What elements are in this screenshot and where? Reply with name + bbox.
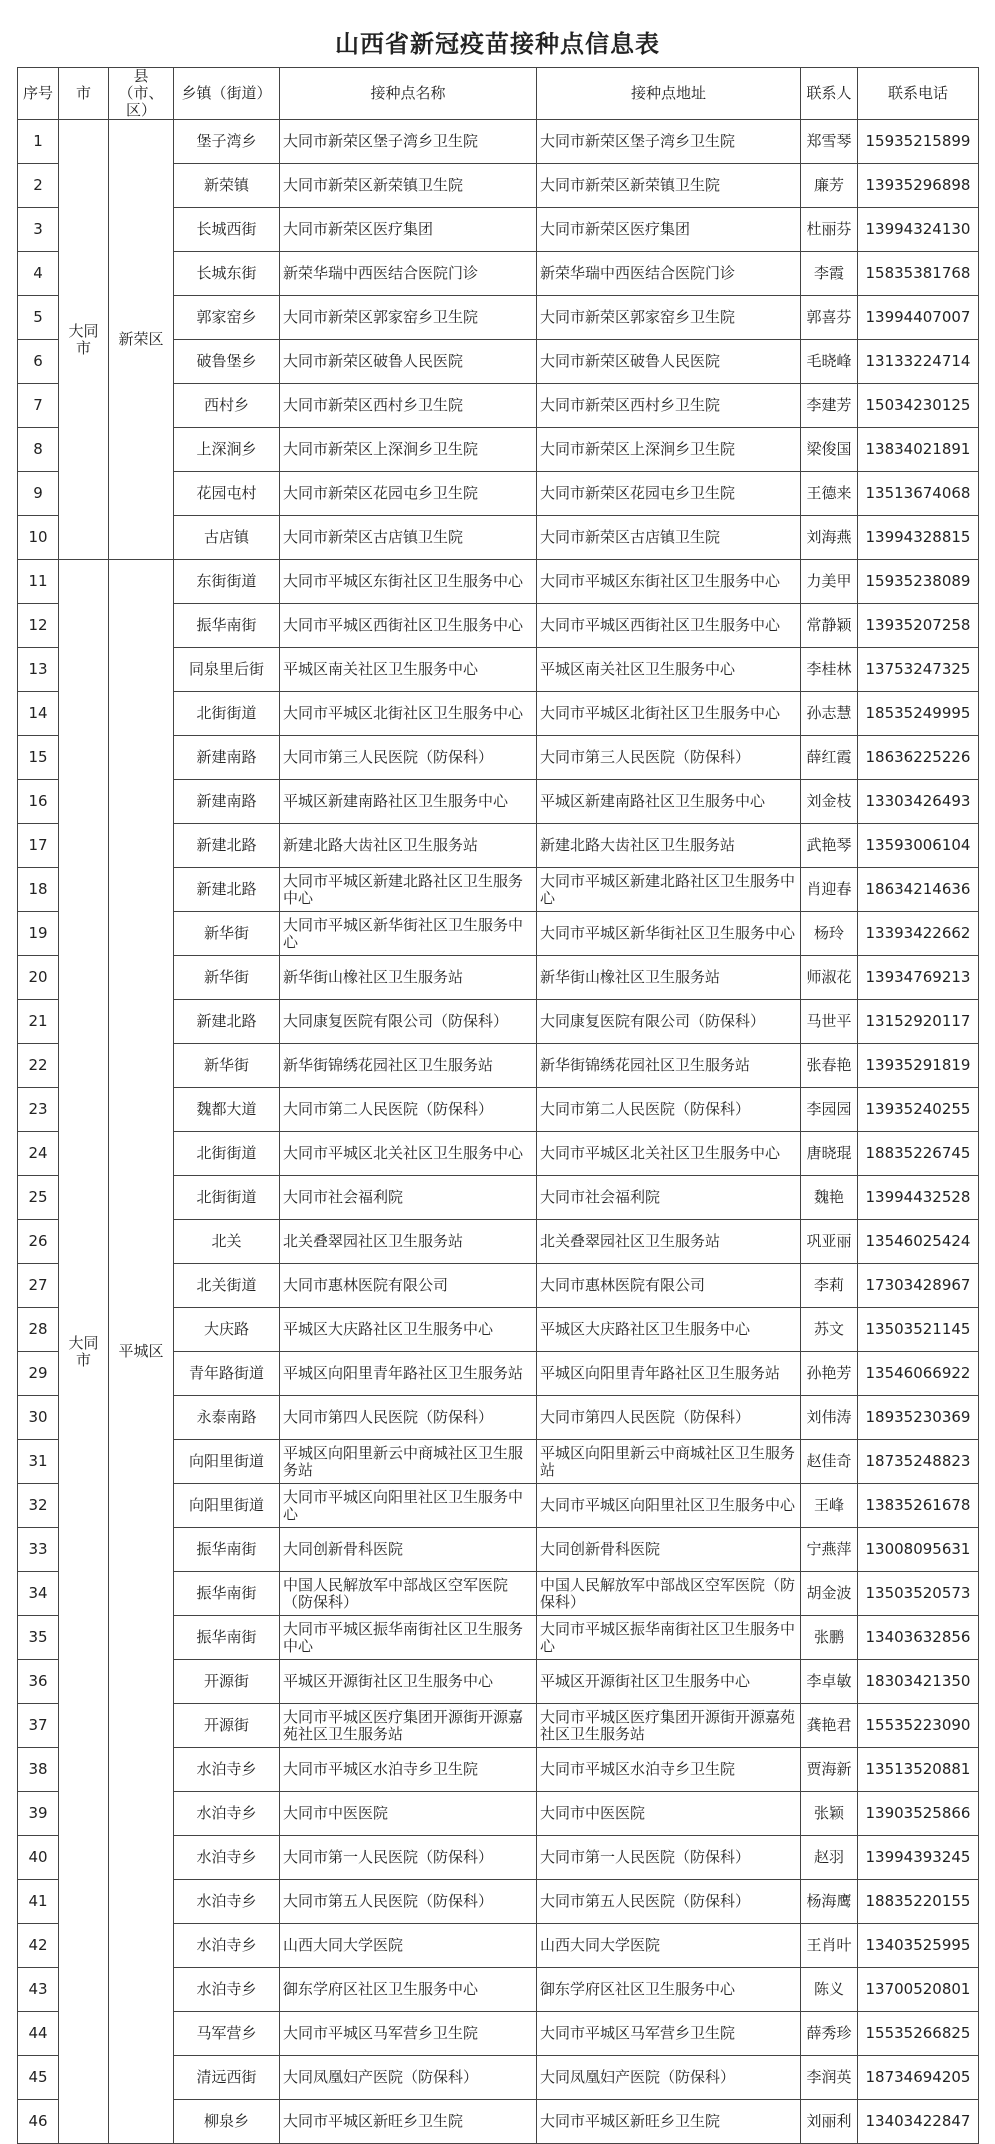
page-title: 山西省新冠疫苗接种点信息表 bbox=[335, 30, 660, 58]
cell-seq: 7 bbox=[18, 384, 59, 428]
cell-site-address: 大同市第三人民医院（防保科） bbox=[537, 736, 801, 780]
cell-site-name: 大同市中医医院 bbox=[280, 1792, 537, 1836]
cell-seq: 44 bbox=[18, 2012, 59, 2056]
cell-phone: 15935215899 bbox=[858, 120, 979, 164]
cell-site-address: 大同市新荣区医疗集团 bbox=[537, 208, 801, 252]
cell-town: 上深涧乡 bbox=[174, 428, 280, 472]
cell-site-address: 大同创新骨科医院 bbox=[537, 1528, 801, 1572]
cell-contact: 李霞 bbox=[801, 252, 858, 296]
header-county: 县（市、区） bbox=[109, 68, 174, 120]
cell-site-name: 大同市新荣区郭家窑乡卫生院 bbox=[280, 296, 537, 340]
cell-contact: 魏艳 bbox=[801, 1176, 858, 1220]
cell-site-name: 大同市平城区医疗集团开源街开源嘉苑社区卫生服务站 bbox=[280, 1704, 537, 1748]
cell-seq: 42 bbox=[18, 1924, 59, 1968]
cell-phone: 13403422847 bbox=[858, 2100, 979, 2144]
cell-contact: 宁燕萍 bbox=[801, 1528, 858, 1572]
cell-site-name: 大同市惠林医院有限公司 bbox=[280, 1264, 537, 1308]
cell-phone: 15535223090 bbox=[858, 1704, 979, 1748]
cell-contact: 赵佳奇 bbox=[801, 1440, 858, 1484]
cell-town: 大庆路 bbox=[174, 1308, 280, 1352]
cell-town: 新华街 bbox=[174, 956, 280, 1000]
cell-site-name: 大同市平城区向阳里社区卫生服务中心 bbox=[280, 1484, 537, 1528]
cell-phone: 13503520573 bbox=[858, 1572, 979, 1616]
cell-town: 破鲁堡乡 bbox=[174, 340, 280, 384]
cell-contact: 赵羽 bbox=[801, 1836, 858, 1880]
cell-site-name: 大同市第二人民医院（防保科） bbox=[280, 1088, 537, 1132]
cell-phone: 13303426493 bbox=[858, 780, 979, 824]
cell-seq: 3 bbox=[18, 208, 59, 252]
cell-seq: 38 bbox=[18, 1748, 59, 1792]
cell-site-address: 大同市平城区北关社区卫生服务中心 bbox=[537, 1132, 801, 1176]
cell-site-address: 大同市新荣区郭家窑乡卫生院 bbox=[537, 296, 801, 340]
cell-contact: 刘丽利 bbox=[801, 2100, 858, 2144]
cell-seq: 34 bbox=[18, 1572, 59, 1616]
cell-phone: 15535266825 bbox=[858, 2012, 979, 2056]
cell-town: 开源街 bbox=[174, 1704, 280, 1748]
cell-contact: 薛秀珍 bbox=[801, 2012, 858, 2056]
cell-seq: 23 bbox=[18, 1088, 59, 1132]
cell-town: 新建南路 bbox=[174, 780, 280, 824]
cell-seq: 28 bbox=[18, 1308, 59, 1352]
cell-site-name: 大同市第一人民医院（防保科） bbox=[280, 1836, 537, 1880]
cell-site-address: 御东学府区社区卫生服务中心 bbox=[537, 1968, 801, 2012]
cell-seq: 12 bbox=[18, 604, 59, 648]
cell-town: 振华南街 bbox=[174, 604, 280, 648]
cell-phone: 15034230125 bbox=[858, 384, 979, 428]
cell-phone: 13403632856 bbox=[858, 1616, 979, 1660]
cell-site-name: 大同市第五人民医院（防保科） bbox=[280, 1880, 537, 1924]
cell-seq: 15 bbox=[18, 736, 59, 780]
cell-town: 北关 bbox=[174, 1220, 280, 1264]
cell-contact: 陈义 bbox=[801, 1968, 858, 2012]
cell-site-name: 御东学府区社区卫生服务中心 bbox=[280, 1968, 537, 2012]
cell-seq: 24 bbox=[18, 1132, 59, 1176]
cell-contact: 王肖叶 bbox=[801, 1924, 858, 1968]
cell-contact: 李卓敏 bbox=[801, 1660, 858, 1704]
cell-site-address: 大同市第四人民医院（防保科） bbox=[537, 1396, 801, 1440]
cell-phone: 13503521145 bbox=[858, 1308, 979, 1352]
cell-seq: 36 bbox=[18, 1660, 59, 1704]
cell-town: 新建北路 bbox=[174, 868, 280, 912]
cell-town: 柳泉乡 bbox=[174, 2100, 280, 2144]
cell-town: 水泊寺乡 bbox=[174, 1836, 280, 1880]
header-contact: 联系人 bbox=[801, 68, 858, 120]
vaccination-sites-table bbox=[17, 67, 979, 2144]
cell-seq: 26 bbox=[18, 1220, 59, 1264]
cell-site-address: 大同市新荣区破鲁人民医院 bbox=[537, 340, 801, 384]
cell-phone: 13593006104 bbox=[858, 824, 979, 868]
cell-contact: 唐晓琨 bbox=[801, 1132, 858, 1176]
cell-phone: 18734694205 bbox=[858, 2056, 979, 2100]
cell-contact: 杨玲 bbox=[801, 912, 858, 956]
cell-site-address: 大同市平城区北街社区卫生服务中心 bbox=[537, 692, 801, 736]
cell-town: 新华街 bbox=[174, 912, 280, 956]
cell-seq: 4 bbox=[18, 252, 59, 296]
header-seq: 序号 bbox=[18, 68, 59, 120]
cell-town: 新华街 bbox=[174, 1044, 280, 1088]
cell-town: 振华南街 bbox=[174, 1572, 280, 1616]
cell-town: 长城西街 bbox=[174, 208, 280, 252]
cell-site-address: 北关叠翠园社区卫生服务站 bbox=[537, 1220, 801, 1264]
cell-site-name: 大同凤凰妇产医院（防保科） bbox=[280, 2056, 537, 2100]
cell-site-address: 大同市新荣区西村乡卫生院 bbox=[537, 384, 801, 428]
cell-site-name: 大同市新荣区上深涧乡卫生院 bbox=[280, 428, 537, 472]
cell-site-name: 大同市新荣区堡子湾乡卫生院 bbox=[280, 120, 537, 164]
cell-contact: 刘伟涛 bbox=[801, 1396, 858, 1440]
cell-phone: 13513674068 bbox=[858, 472, 979, 516]
cell-phone: 13008095631 bbox=[858, 1528, 979, 1572]
cell-site-address: 平城区开源街社区卫生服务中心 bbox=[537, 1660, 801, 1704]
cell-town: 北街街道 bbox=[174, 1176, 280, 1220]
cell-site-name: 中国人民解放军中部战区空军医院（防保科） bbox=[280, 1572, 537, 1616]
cell-site-name: 大同市新荣区破鲁人民医院 bbox=[280, 340, 537, 384]
cell-phone: 13835261678 bbox=[858, 1484, 979, 1528]
cell-contact: 廉芳 bbox=[801, 164, 858, 208]
cell-site-name: 大同市平城区东街社区卫生服务中心 bbox=[280, 560, 537, 604]
cell-town: 水泊寺乡 bbox=[174, 1880, 280, 1924]
cell-site-address: 大同市新荣区新荣镇卫生院 bbox=[537, 164, 801, 208]
cell-town: 北街街道 bbox=[174, 692, 280, 736]
cell-site-address: 新华街山橡社区卫生服务站 bbox=[537, 956, 801, 1000]
cell-phone: 13834021891 bbox=[858, 428, 979, 472]
cell-contact: 郭喜芬 bbox=[801, 296, 858, 340]
cell-site-name: 大同市平城区西街社区卫生服务中心 bbox=[280, 604, 537, 648]
cell-seq: 9 bbox=[18, 472, 59, 516]
cell-site-name: 山西大同大学医院 bbox=[280, 1924, 537, 1968]
cell-seq: 20 bbox=[18, 956, 59, 1000]
cell-contact: 龚艳君 bbox=[801, 1704, 858, 1748]
table-header-row bbox=[18, 68, 979, 120]
cell-site-address: 大同市平城区医疗集团开源街开源嘉苑社区卫生服务站 bbox=[537, 1704, 801, 1748]
cell-seq: 18 bbox=[18, 868, 59, 912]
cell-site-name: 大同市第三人民医院（防保科） bbox=[280, 736, 537, 780]
cell-site-name: 大同市平城区新华街社区卫生服务中心 bbox=[280, 912, 537, 956]
cell-seq: 35 bbox=[18, 1616, 59, 1660]
cell-contact: 贾海新 bbox=[801, 1748, 858, 1792]
cell-town: 长城东街 bbox=[174, 252, 280, 296]
cell-town: 振华南街 bbox=[174, 1528, 280, 1572]
cell-contact: 杨海鹰 bbox=[801, 1880, 858, 1924]
cell-town: 花园屯村 bbox=[174, 472, 280, 516]
cell-contact: 孙艳芳 bbox=[801, 1352, 858, 1396]
cell-site-address: 平城区南关社区卫生服务中心 bbox=[537, 648, 801, 692]
cell-site-name: 大同创新骨科医院 bbox=[280, 1528, 537, 1572]
cell-site-name: 平城区新建南路社区卫生服务中心 bbox=[280, 780, 537, 824]
cell-site-name: 大同市平城区振华南街社区卫生服务中心 bbox=[280, 1616, 537, 1660]
cell-phone: 18535249995 bbox=[858, 692, 979, 736]
cell-site-address: 大同市平城区马军营乡卫生院 bbox=[537, 2012, 801, 2056]
cell-phone: 13700520801 bbox=[858, 1968, 979, 2012]
cell-site-name: 大同市新荣区医疗集团 bbox=[280, 208, 537, 252]
cell-seq: 43 bbox=[18, 1968, 59, 2012]
cell-phone: 13393422662 bbox=[858, 912, 979, 956]
cell-county: 新荣区 bbox=[109, 120, 174, 560]
cell-site-address: 大同市新荣区花园屯乡卫生院 bbox=[537, 472, 801, 516]
cell-contact: 常静颖 bbox=[801, 604, 858, 648]
cell-phone: 13152920117 bbox=[858, 1000, 979, 1044]
cell-phone: 13546025424 bbox=[858, 1220, 979, 1264]
cell-town: 清远西街 bbox=[174, 2056, 280, 2100]
cell-contact: 李建芳 bbox=[801, 384, 858, 428]
cell-site-address: 大同市第五人民医院（防保科） bbox=[537, 1880, 801, 1924]
cell-site-name: 平城区向阳里新云中商城社区卫生服务站 bbox=[280, 1440, 537, 1484]
cell-site-address: 大同市社会福利院 bbox=[537, 1176, 801, 1220]
cell-town: 新建南路 bbox=[174, 736, 280, 780]
cell-site-name: 平城区向阳里青年路社区卫生服务站 bbox=[280, 1352, 537, 1396]
cell-phone: 13903525866 bbox=[858, 1792, 979, 1836]
cell-seq: 39 bbox=[18, 1792, 59, 1836]
cell-site-address: 平城区向阳里新云中商城社区卫生服务站 bbox=[537, 1440, 801, 1484]
cell-seq: 2 bbox=[18, 164, 59, 208]
cell-phone: 13935296898 bbox=[858, 164, 979, 208]
cell-contact: 巩亚丽 bbox=[801, 1220, 858, 1264]
cell-phone: 18634214636 bbox=[858, 868, 979, 912]
cell-site-name: 北关叠翠园社区卫生服务站 bbox=[280, 1220, 537, 1264]
cell-town: 水泊寺乡 bbox=[174, 1748, 280, 1792]
cell-contact: 李润英 bbox=[801, 2056, 858, 2100]
header-city: 市 bbox=[59, 68, 109, 120]
cell-site-address: 大同市中医医院 bbox=[537, 1792, 801, 1836]
cell-site-name: 平城区南关社区卫生服务中心 bbox=[280, 648, 537, 692]
cell-site-name: 大同市社会福利院 bbox=[280, 1176, 537, 1220]
cell-seq: 22 bbox=[18, 1044, 59, 1088]
header-phone: 联系电话 bbox=[858, 68, 979, 120]
cell-site-address: 平城区向阳里青年路社区卫生服务站 bbox=[537, 1352, 801, 1396]
header-site-address: 接种点地址 bbox=[537, 68, 801, 120]
cell-seq: 11 bbox=[18, 560, 59, 604]
cell-phone: 13546066922 bbox=[858, 1352, 979, 1396]
cell-town: 北街街道 bbox=[174, 1132, 280, 1176]
cell-site-address: 山西大同大学医院 bbox=[537, 1924, 801, 1968]
cell-contact: 张春艳 bbox=[801, 1044, 858, 1088]
cell-contact: 毛晓峰 bbox=[801, 340, 858, 384]
cell-town: 开源街 bbox=[174, 1660, 280, 1704]
cell-town: 堡子湾乡 bbox=[174, 120, 280, 164]
cell-contact: 孙志慧 bbox=[801, 692, 858, 736]
cell-site-name: 大同市新荣区新荣镇卫生院 bbox=[280, 164, 537, 208]
cell-contact: 肖迎春 bbox=[801, 868, 858, 912]
cell-phone: 15835381768 bbox=[858, 252, 979, 296]
cell-site-address: 大同市平城区新华街社区卫生服务中心 bbox=[537, 912, 801, 956]
cell-site-address: 大同市平城区新建北路社区卫生服务中心 bbox=[537, 868, 801, 912]
cell-site-name: 新荣华瑞中西医结合医院门诊 bbox=[280, 252, 537, 296]
cell-seq: 37 bbox=[18, 1704, 59, 1748]
cell-seq: 41 bbox=[18, 1880, 59, 1924]
cell-city: 大同市 bbox=[59, 560, 109, 2144]
cell-town: 马军营乡 bbox=[174, 2012, 280, 2056]
cell-town: 同泉里后街 bbox=[174, 648, 280, 692]
cell-seq: 30 bbox=[18, 1396, 59, 1440]
cell-phone: 13934769213 bbox=[858, 956, 979, 1000]
cell-site-name: 大同康复医院有限公司（防保科） bbox=[280, 1000, 537, 1044]
cell-seq: 45 bbox=[18, 2056, 59, 2100]
cell-contact: 力美甲 bbox=[801, 560, 858, 604]
cell-town: 水泊寺乡 bbox=[174, 1968, 280, 2012]
cell-contact: 李桂林 bbox=[801, 648, 858, 692]
cell-site-name: 新华街山橡社区卫生服务站 bbox=[280, 956, 537, 1000]
cell-seq: 32 bbox=[18, 1484, 59, 1528]
cell-site-name: 大同市平城区新建北路社区卫生服务中心 bbox=[280, 868, 537, 912]
cell-site-name: 大同市平城区北街社区卫生服务中心 bbox=[280, 692, 537, 736]
cell-phone: 13403525995 bbox=[858, 1924, 979, 1968]
cell-seq: 13 bbox=[18, 648, 59, 692]
cell-site-address: 大同市惠林医院有限公司 bbox=[537, 1264, 801, 1308]
cell-city: 大同市 bbox=[59, 120, 109, 560]
cell-site-name: 新建北路大齿社区卫生服务站 bbox=[280, 824, 537, 868]
cell-town: 水泊寺乡 bbox=[174, 1924, 280, 1968]
cell-seq: 31 bbox=[18, 1440, 59, 1484]
cell-phone: 13994432528 bbox=[858, 1176, 979, 1220]
cell-site-name: 大同市新荣区花园屯乡卫生院 bbox=[280, 472, 537, 516]
cell-site-address: 大同市新荣区上深涧乡卫生院 bbox=[537, 428, 801, 472]
cell-phone: 13935291819 bbox=[858, 1044, 979, 1088]
cell-phone: 13753247325 bbox=[858, 648, 979, 692]
cell-seq: 16 bbox=[18, 780, 59, 824]
cell-seq: 19 bbox=[18, 912, 59, 956]
cell-seq: 46 bbox=[18, 2100, 59, 2144]
cell-contact: 杜丽芬 bbox=[801, 208, 858, 252]
cell-contact: 师淑花 bbox=[801, 956, 858, 1000]
cell-seq: 29 bbox=[18, 1352, 59, 1396]
cell-town: 北关街道 bbox=[174, 1264, 280, 1308]
cell-town: 青年路街道 bbox=[174, 1352, 280, 1396]
cell-site-name: 平城区大庆路社区卫生服务中心 bbox=[280, 1308, 537, 1352]
table-row bbox=[18, 120, 979, 164]
cell-site-name: 大同市平城区新旺乡卫生院 bbox=[280, 2100, 537, 2144]
table-row bbox=[18, 560, 979, 604]
cell-phone: 18303421350 bbox=[858, 1660, 979, 1704]
table-body bbox=[18, 120, 979, 2144]
cell-seq: 21 bbox=[18, 1000, 59, 1044]
cell-town: 新荣镇 bbox=[174, 164, 280, 208]
cell-phone: 18835220155 bbox=[858, 1880, 979, 1924]
cell-site-address: 大同康复医院有限公司（防保科） bbox=[537, 1000, 801, 1044]
cell-contact: 武艳琴 bbox=[801, 824, 858, 868]
cell-contact: 李园园 bbox=[801, 1088, 858, 1132]
cell-site-address: 大同市第一人民医院（防保科） bbox=[537, 1836, 801, 1880]
cell-phone: 13935207258 bbox=[858, 604, 979, 648]
cell-seq: 1 bbox=[18, 120, 59, 164]
cell-phone: 18735248823 bbox=[858, 1440, 979, 1484]
cell-town: 古店镇 bbox=[174, 516, 280, 560]
header-site-name: 接种点名称 bbox=[280, 68, 537, 120]
cell-contact: 刘海燕 bbox=[801, 516, 858, 560]
cell-site-address: 新华街锦绣花园社区卫生服务站 bbox=[537, 1044, 801, 1088]
cell-phone: 13994328815 bbox=[858, 516, 979, 560]
cell-site-address: 大同市平城区西街社区卫生服务中心 bbox=[537, 604, 801, 648]
cell-seq: 6 bbox=[18, 340, 59, 384]
cell-site-name: 大同市第四人民医院（防保科） bbox=[280, 1396, 537, 1440]
cell-town: 向阳里街道 bbox=[174, 1484, 280, 1528]
cell-contact: 薛红霞 bbox=[801, 736, 858, 780]
cell-town: 振华南街 bbox=[174, 1616, 280, 1660]
cell-site-address: 大同市平城区向阳里社区卫生服务中心 bbox=[537, 1484, 801, 1528]
cell-town: 永泰南路 bbox=[174, 1396, 280, 1440]
cell-site-address: 大同凤凰妇产医院（防保科） bbox=[537, 2056, 801, 2100]
cell-site-name: 大同市新荣区古店镇卫生院 bbox=[280, 516, 537, 560]
cell-town: 郭家窑乡 bbox=[174, 296, 280, 340]
cell-seq: 10 bbox=[18, 516, 59, 560]
cell-seq: 25 bbox=[18, 1176, 59, 1220]
cell-town: 西村乡 bbox=[174, 384, 280, 428]
cell-seq: 14 bbox=[18, 692, 59, 736]
cell-seq: 40 bbox=[18, 1836, 59, 1880]
cell-phone: 18935230369 bbox=[858, 1396, 979, 1440]
cell-phone: 13935240255 bbox=[858, 1088, 979, 1132]
cell-seq: 27 bbox=[18, 1264, 59, 1308]
cell-site-address: 新建北路大齿社区卫生服务站 bbox=[537, 824, 801, 868]
cell-contact: 王峰 bbox=[801, 1484, 858, 1528]
cell-site-name: 大同市平城区北关社区卫生服务中心 bbox=[280, 1132, 537, 1176]
cell-site-address: 大同市第二人民医院（防保科） bbox=[537, 1088, 801, 1132]
cell-seq: 17 bbox=[18, 824, 59, 868]
cell-town: 新建北路 bbox=[174, 824, 280, 868]
cell-seq: 33 bbox=[18, 1528, 59, 1572]
cell-site-address: 新荣华瑞中西医结合医院门诊 bbox=[537, 252, 801, 296]
cell-site-name: 大同市平城区水泊寺乡卫生院 bbox=[280, 1748, 537, 1792]
cell-town: 向阳里街道 bbox=[174, 1440, 280, 1484]
cell-site-address: 中国人民解放军中部战区空军医院（防保科） bbox=[537, 1572, 801, 1616]
cell-phone: 13994393245 bbox=[858, 1836, 979, 1880]
cell-county: 平城区 bbox=[109, 560, 174, 2144]
cell-site-address: 大同市新荣区堡子湾乡卫生院 bbox=[537, 120, 801, 164]
cell-site-address: 大同市平城区新旺乡卫生院 bbox=[537, 2100, 801, 2144]
cell-town: 魏都大道 bbox=[174, 1088, 280, 1132]
cell-contact: 苏文 bbox=[801, 1308, 858, 1352]
cell-site-address: 大同市平城区振华南街社区卫生服务中心 bbox=[537, 1616, 801, 1660]
cell-contact: 张颖 bbox=[801, 1792, 858, 1836]
cell-contact: 李莉 bbox=[801, 1264, 858, 1308]
cell-site-address: 平城区新建南路社区卫生服务中心 bbox=[537, 780, 801, 824]
cell-phone: 18636225226 bbox=[858, 736, 979, 780]
cell-site-name: 大同市新荣区西村乡卫生院 bbox=[280, 384, 537, 428]
cell-phone: 13133224714 bbox=[858, 340, 979, 384]
cell-contact: 王德来 bbox=[801, 472, 858, 516]
cell-seq: 8 bbox=[18, 428, 59, 472]
cell-town: 东街街道 bbox=[174, 560, 280, 604]
cell-contact: 张鹏 bbox=[801, 1616, 858, 1660]
cell-phone: 13994407007 bbox=[858, 296, 979, 340]
cell-contact: 胡金波 bbox=[801, 1572, 858, 1616]
cell-site-address: 大同市平城区水泊寺乡卫生院 bbox=[537, 1748, 801, 1792]
cell-town: 水泊寺乡 bbox=[174, 1792, 280, 1836]
cell-phone: 13513520881 bbox=[858, 1748, 979, 1792]
cell-contact: 郑雪琴 bbox=[801, 120, 858, 164]
cell-site-address: 大同市平城区东街社区卫生服务中心 bbox=[537, 560, 801, 604]
cell-site-address: 平城区大庆路社区卫生服务中心 bbox=[537, 1308, 801, 1352]
cell-town: 新建北路 bbox=[174, 1000, 280, 1044]
cell-phone: 18835226745 bbox=[858, 1132, 979, 1176]
cell-contact: 刘金枝 bbox=[801, 780, 858, 824]
cell-seq: 5 bbox=[18, 296, 59, 340]
cell-site-name: 平城区开源街社区卫生服务中心 bbox=[280, 1660, 537, 1704]
cell-phone: 13994324130 bbox=[858, 208, 979, 252]
cell-phone: 17303428967 bbox=[858, 1264, 979, 1308]
cell-site-name: 大同市平城区马军营乡卫生院 bbox=[280, 2012, 537, 2056]
cell-contact: 梁俊国 bbox=[801, 428, 858, 472]
cell-contact: 马世平 bbox=[801, 1000, 858, 1044]
header-town: 乡镇（街道） bbox=[174, 68, 280, 120]
cell-site-name: 新华街锦绣花园社区卫生服务站 bbox=[280, 1044, 537, 1088]
cell-phone: 15935238089 bbox=[858, 560, 979, 604]
cell-site-address: 大同市新荣区古店镇卫生院 bbox=[537, 516, 801, 560]
